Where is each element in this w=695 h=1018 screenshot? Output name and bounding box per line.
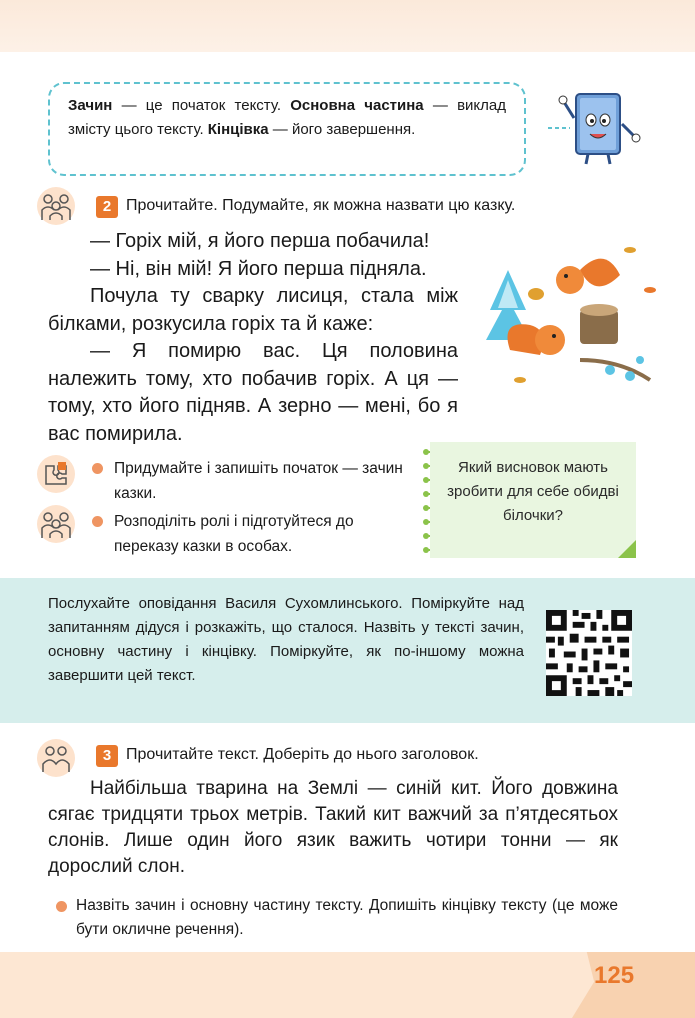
squirrels-illustration — [480, 230, 670, 420]
listen-text: Послухайте оповідання Василя Сухомлинського. Поміркуйте над запитанням дідуся і розкажіть, що сталося. Назвіть у тексті зачин, основну частину і кінцівку. Поміркуйте, як по-іншому можна завершити цей текст. — [48, 595, 524, 684]
bullet-icon — [56, 901, 67, 912]
bullet-icon — [92, 463, 103, 474]
term-ending: Кінцівка — [207, 121, 269, 138]
term-beginning: Зачин — [68, 97, 113, 114]
fairy-tale-text — [48, 228, 458, 448]
book-mascot-icon — [548, 88, 648, 168]
pair-work-icon — [36, 738, 76, 778]
whale-text — [48, 776, 618, 880]
bullet-icon — [92, 516, 103, 527]
definition-text-3: — його завершення. — [268, 121, 416, 138]
task-2-number: 2 — [96, 196, 118, 218]
story-line: Почула ту сварку лисиця, стала між білками, розкусила горіх та й каже: — [48, 285, 458, 335]
story-line: — Ні, він мій! Я його перша підняла. — [90, 257, 427, 280]
definition-text-2: — виклад змісту цього тексту. — [68, 97, 506, 138]
story-line: — Я помирю вас. Ця половина належить тому, хто побачив горіх. А ця — тому, хто його підняв. А зерно — мені, бо я вас помирила. — [48, 340, 458, 445]
bullet-text: Придумайте і запишіть початок — зачин казки. — [114, 460, 403, 502]
task-3-number: 3 — [96, 745, 118, 767]
qr-code-icon[interactable] — [546, 610, 632, 696]
story-line: — Горіх мій, я його перша побачила! — [90, 230, 430, 252]
task-3-bullet-text: Назвіть зачин і основну частину тексту. Допишіть кінцівку тексту (це може бути окличне речення). — [76, 897, 618, 938]
task-3-title: Прочитайте текст. Доберіть до нього заголовок. — [126, 746, 479, 763]
task-2-title: Прочитайте. Подумайте, як можна назвати цю казку. — [126, 197, 516, 214]
top-decor-band — [0, 0, 695, 52]
definition-box — [48, 82, 526, 176]
whale-paragraph: Найбільша тварина на Землі — синій кит. Його довжина сягає тридцяти трьох метрів. Такий кит важчий за п’ятдесятьох слонів. Лише один його язик важить чотири тонни — як дорослий слон. — [48, 778, 618, 877]
group-work-icon — [36, 504, 76, 544]
page-number: 125 — [594, 962, 635, 989]
question-note: Який висновок мають зробити для себе обидві білочки? — [430, 442, 636, 558]
puzzle-icon — [36, 454, 76, 494]
group-work-icon — [36, 186, 76, 226]
bullet-text: Розподіліть ролі і підготуйтеся до переказу казки в особах. — [114, 513, 354, 555]
term-main-part: Основна частина — [290, 97, 424, 114]
definition-text-1: — це початок тексту. — [112, 97, 291, 114]
